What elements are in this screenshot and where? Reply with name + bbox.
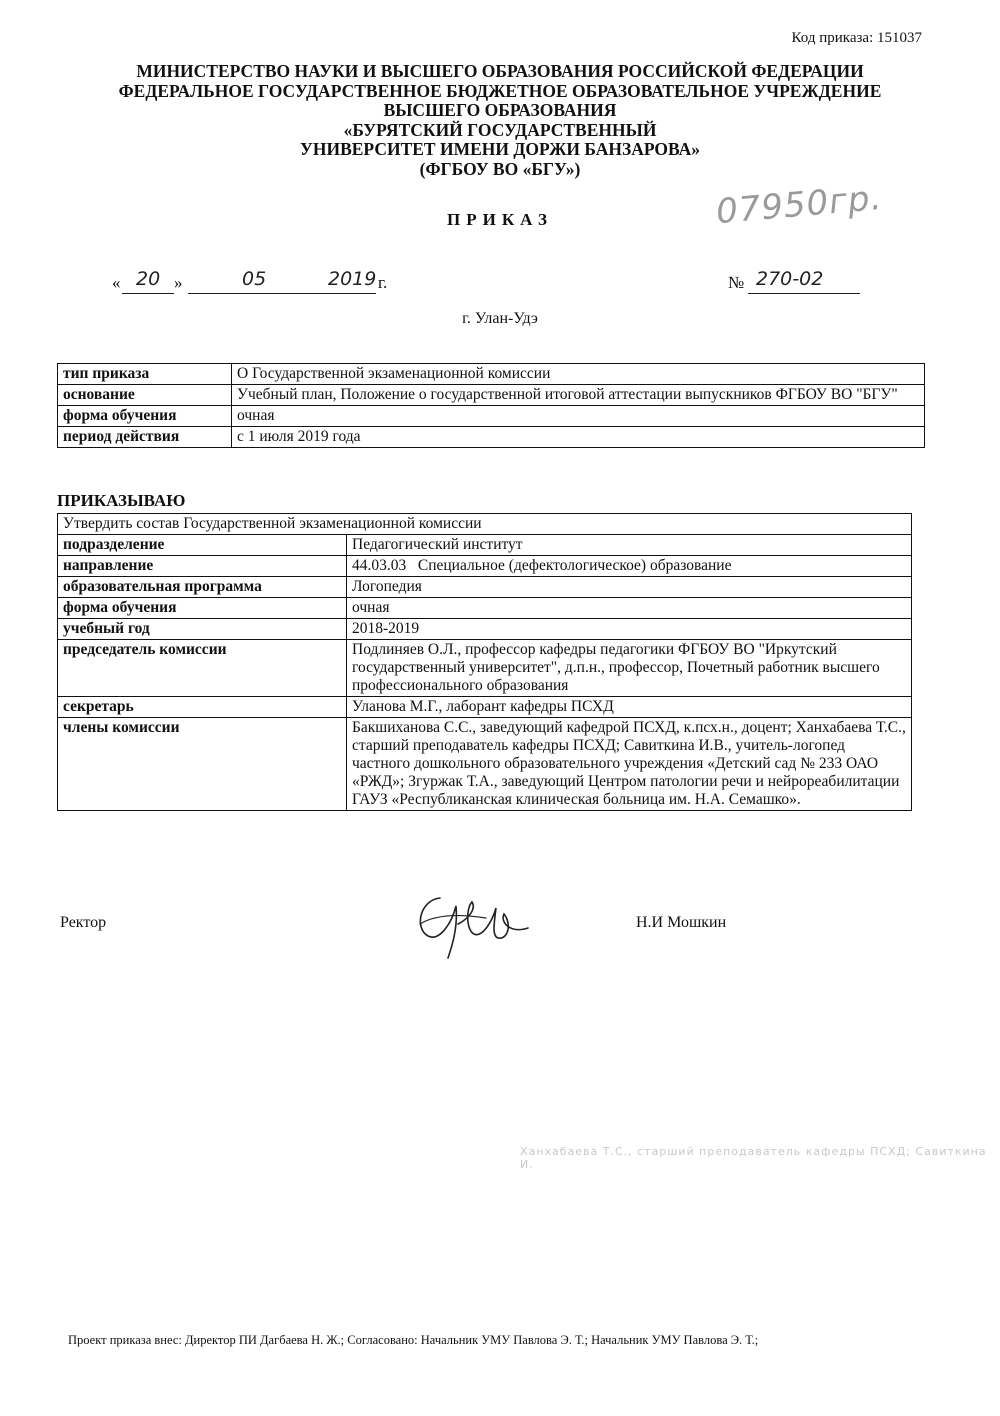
row-value: Логопедия	[347, 577, 912, 598]
row-value: Подлиняев О.Л., профессор кафедры педагогики ФГБОУ ВО "Иркутский государственный университет", д.п.н., профессор, Почетный работник высшего профессионального образования	[347, 640, 912, 697]
table-row	[58, 535, 912, 556]
order-date	[112, 268, 402, 297]
row-value: Педагогический институт	[347, 535, 912, 556]
org-line: УНИВЕРСИТЕТ ИМЕНИ ДОРЖИ БАНЗАРОВА»	[300, 139, 700, 159]
row-value: О Государственной экзаменационной комиссии	[232, 364, 925, 385]
table-row	[58, 385, 925, 406]
date-day: 20	[136, 268, 161, 290]
table-row	[58, 427, 925, 448]
table-row	[58, 598, 912, 619]
order-word: ПРИКАЗЫВАЮ	[57, 491, 186, 510]
organization-header	[0, 62, 1000, 179]
table-row	[58, 577, 912, 598]
decree-heading: Утвердить состав Государственной экзаменационной комиссии	[58, 514, 912, 535]
row-label: форма обучения	[58, 598, 347, 619]
row-value: очная	[232, 406, 925, 427]
number-prefix: №	[728, 273, 745, 292]
signatory-position: Ректор	[60, 914, 107, 931]
faint-bleed-text: Ханхабаева Т.С., старший преподаватель кафедры ПСХД; Савиткина И.	[520, 1145, 987, 1171]
row-value: 2018-2019	[347, 619, 912, 640]
row-label: основание	[58, 385, 232, 406]
row-label: учебный год	[58, 619, 347, 640]
org-line: МИНИСТЕРСТВО НАУКИ И ВЫСШЕГО ОБРАЗОВАНИЯ РОССИЙСКОЙ ФЕДЕРАЦИИ	[136, 61, 864, 81]
summary-table	[57, 363, 925, 448]
row-value: очная	[347, 598, 912, 619]
date-close-quote: »	[174, 273, 183, 292]
table-row	[58, 364, 925, 385]
org-line: «БУРЯТСКИЙ ГОСУДАРСТВЕННЫЙ	[343, 119, 657, 140]
date-year-suffix: г.	[378, 273, 388, 292]
table-row	[58, 718, 912, 811]
signatory-name: Н.И Мошкин	[636, 914, 727, 931]
table-row	[58, 619, 912, 640]
row-label: направление	[58, 556, 347, 577]
org-line: ФЕДЕРАЛЬНОЕ ГОСУДАРСТВЕННОЕ БЮДЖЕТНОЕ ОБРАЗОВАТЕЛЬНОЕ УЧРЕЖДЕНИЕ	[118, 80, 882, 101]
row-label: члены комиссии	[58, 718, 347, 811]
date-open-quote: «	[112, 273, 121, 292]
row-label: тип приказа	[58, 364, 232, 385]
footer-approvals: Проект приказа внес: Директор ПИ Дагбаева Н. Ж.; Согласовано: Начальник УМУ Павлова Э. Т.; Начальник УМУ Павлова Э. Т.;	[68, 1333, 759, 1347]
registration-stamp: 07950гр.	[714, 177, 884, 233]
table-row	[58, 556, 912, 577]
city: г. Улан-Удэ	[462, 310, 538, 327]
document-title: ПРИКАЗ	[447, 210, 553, 229]
row-label: образовательная программа	[58, 577, 347, 598]
decree-table	[57, 513, 912, 811]
number-value: 270-02	[756, 268, 824, 290]
row-value: Бакшиханова С.С., заведующий кафедрой ПСХД, к.псх.н., доцент; Ханхабаева Т.С., старший преподаватель кафедры ПСХД; Савиткина И.В., учитель-логопед частного дошкольного образовательного учреждения «Детский сад № 233 ОАО «РЖД»; Згуржак Т.А., заведующий Центром патологии речи и нейрореабилитации ГАУЗ «Республиканская клиническая больница им. Н.А. Семашко».	[347, 718, 912, 811]
table-row	[58, 406, 925, 427]
row-value: Учебный план, Положение о государственной итоговой аттестации выпускников ФГБОУ ВО "БГУ"	[232, 385, 925, 406]
row-value: 44.03.03 Специальное (дефектологическое) образование	[347, 556, 912, 577]
org-line: ВЫСШЕГО ОБРАЗОВАНИЯ	[383, 100, 617, 120]
table-row	[58, 640, 912, 697]
row-label: период действия	[58, 427, 232, 448]
table-row	[58, 697, 912, 718]
row-label: секретарь	[58, 697, 347, 718]
order-code: Код приказа: 151037	[791, 30, 922, 46]
row-label: подразделение	[58, 535, 347, 556]
row-label: председатель комиссии	[58, 640, 347, 697]
org-line: (ФГБОУ ВО «БГУ»)	[419, 158, 581, 179]
order-number	[728, 268, 868, 297]
date-month: 05	[242, 268, 267, 290]
handwritten-signature	[400, 884, 550, 964]
date-year: 2019	[328, 268, 377, 290]
row-value: с 1 июля 2019 года	[232, 427, 925, 448]
row-label: форма обучения	[58, 406, 232, 427]
table-row	[58, 514, 912, 535]
row-value: Уланова М.Г., лаборант кафедры ПСХД	[347, 697, 912, 718]
